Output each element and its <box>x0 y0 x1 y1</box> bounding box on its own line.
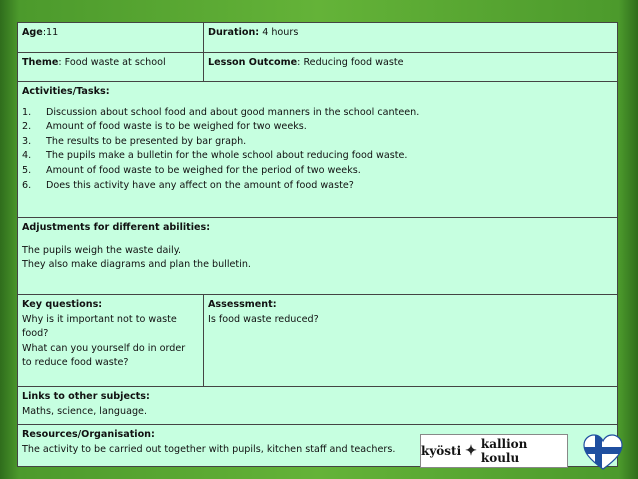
activity-item: 1. Discussion about school food and about good manners in the school canteen. <box>22 106 420 118</box>
logo-text-right: kallion koulu <box>480 437 528 465</box>
activity-item: 6. Does this activity have any affect on the amount of food waste? <box>22 179 354 191</box>
logo-text-left: kyösti <box>421 444 462 458</box>
activity-item: 5. Amount of food waste to be weighed for the period of two weeks. <box>22 164 361 176</box>
resources-label: Resources/Organisation: <box>22 429 155 440</box>
activities-label: Activities/Tasks: <box>22 86 110 97</box>
assessment-cell <box>204 295 618 387</box>
finnish-flag-heart-icon <box>583 434 623 472</box>
key-questions-line: food? <box>22 328 49 340</box>
adjustments-line: The pupils weigh the waste daily. <box>22 244 182 256</box>
assessment-text: Is food waste reduced? <box>208 313 319 325</box>
theme-value: : Food waste at school <box>58 57 166 68</box>
school-logo <box>420 434 568 468</box>
outcome-label: Lesson Outcome <box>208 57 298 68</box>
duration-label: Duration: <box>208 27 260 38</box>
key-questions-line: to reduce food waste? <box>22 357 129 369</box>
outcome-cell <box>204 53 618 82</box>
adjustments-cell <box>18 218 618 295</box>
links-label: Links to other subjects: <box>22 391 150 402</box>
key-questions-cell <box>18 295 204 387</box>
outcome-value: : Reducing food waste <box>297 57 404 68</box>
adjustments-label: Adjustments for different abilities: <box>22 222 211 233</box>
age-cell <box>18 23 204 53</box>
duration-value: 4 hours <box>259 27 299 38</box>
activities-cell <box>18 82 618 218</box>
theme-cell <box>18 53 204 82</box>
key-questions-line: Why is it important not to waste <box>22 313 177 325</box>
lesson-plan-table <box>17 22 618 467</box>
duration-cell <box>204 23 618 53</box>
activity-item: 2. Amount of food waste is to be weighed for two weeks. <box>22 121 307 133</box>
activity-item: 4. The pupils make a bulletin for the whole school about reducing food waste. <box>22 150 408 162</box>
age-label: Age <box>22 27 43 38</box>
resources-text: The activity to be carried out together with pupils, kitchen staff and teachers. <box>22 443 396 455</box>
key-questions-label: Key questions: <box>22 299 103 310</box>
key-questions-line: What can you yourself do in order <box>22 342 186 354</box>
logo-mark-icon: ✦ <box>465 443 477 459</box>
theme-label: Theme <box>22 57 59 68</box>
links-cell <box>18 387 618 425</box>
links-text: Maths, science, language. <box>22 405 148 417</box>
age-value: :11 <box>42 27 59 38</box>
assessment-label: Assessment: <box>208 299 277 310</box>
activities-list <box>22 106 613 194</box>
adjustments-line: They also make diagrams and plan the bulletin. <box>22 259 251 271</box>
activity-item: 3. The results to be presented by bar graph. <box>22 135 247 147</box>
